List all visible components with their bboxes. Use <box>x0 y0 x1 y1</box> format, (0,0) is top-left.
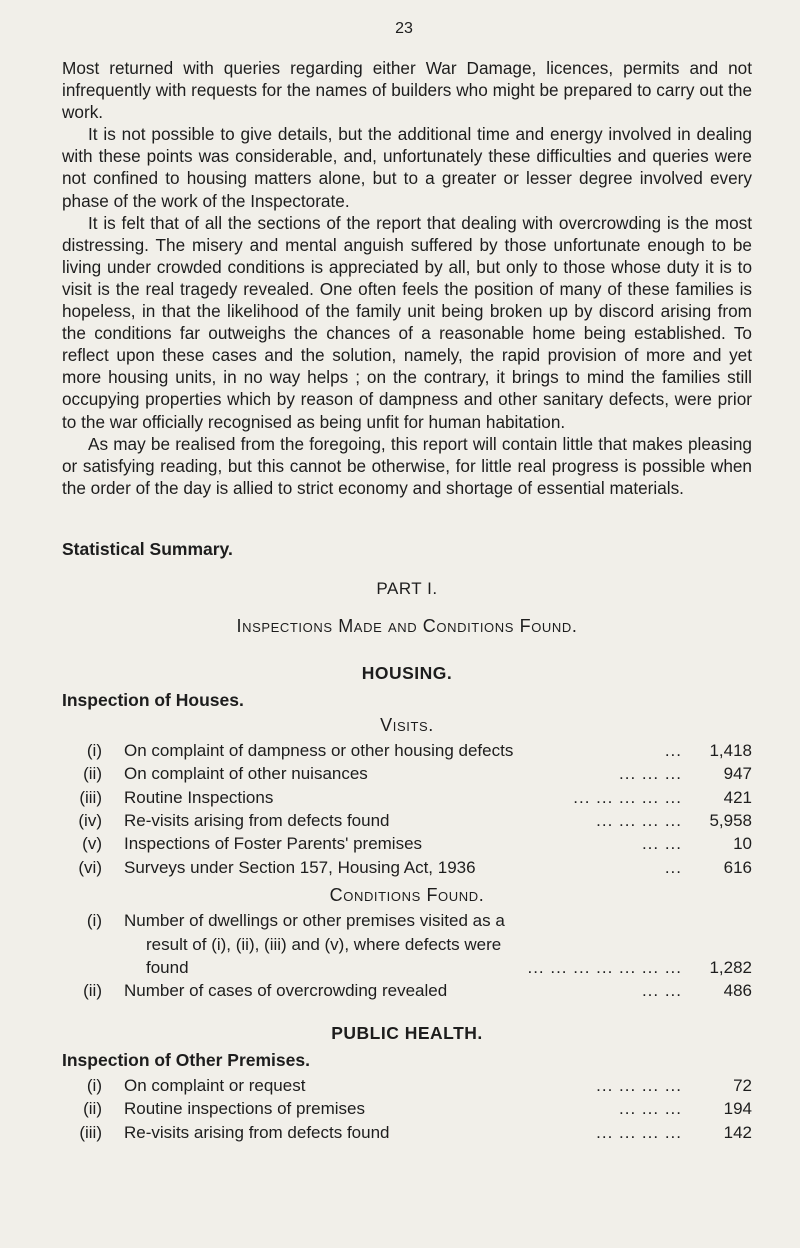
visits-heading: Visits. <box>380 714 434 735</box>
item-number: (i) <box>86 740 102 760</box>
housing-title: HOUSING. <box>361 662 453 683</box>
leader-dots: ... ... ... ... ... ... ... <box>527 958 682 978</box>
item-label-line: Number of dwellings or other premises visited as a <box>124 911 505 931</box>
item-label-line: found <box>146 958 189 978</box>
item-number: (vi) <box>78 857 102 877</box>
item-label: Number of cases of overcrowding revealed <box>124 981 448 1001</box>
item-number: (ii) <box>83 1099 102 1119</box>
document-page <box>62 0 752 1144</box>
leader-dots: ... <box>664 740 682 760</box>
item-value: 5,958 <box>709 811 752 831</box>
leader-dots: ... ... ... ... ... <box>573 787 682 807</box>
conditions-found-heading: Conditions Found. <box>329 885 485 906</box>
visits-list <box>62 739 752 879</box>
item-number: (iii) <box>79 787 102 807</box>
list-item <box>62 832 752 855</box>
item-number: (v) <box>82 834 102 854</box>
conditions-list <box>62 909 752 1003</box>
list-item <box>62 856 752 879</box>
list-item <box>62 979 752 1002</box>
item-value: 1,418 <box>709 740 752 760</box>
leader-dots: ... ... ... <box>619 764 682 784</box>
leader-dots: ... ... ... ... <box>596 1075 682 1095</box>
leader-dots: ... ... <box>641 981 682 1001</box>
list-item <box>62 909 752 979</box>
item-number: (i) <box>86 1075 102 1095</box>
list-item <box>62 1097 752 1120</box>
item-number: (i) <box>86 911 102 931</box>
item-value: 142 <box>723 1122 752 1142</box>
item-label: Surveys under Section 157, Housing Act, 1936 <box>124 857 476 877</box>
item-value: 1,282 <box>709 958 752 978</box>
part-subtitle: Inspections Made and Conditions Found. <box>236 615 578 636</box>
inspection-of-houses-heading: Inspection of Houses. <box>62 689 244 710</box>
leader-dots: ... ... ... <box>619 1099 682 1119</box>
item-value: 486 <box>723 981 752 1001</box>
leader-dots: ... ... <box>641 834 682 854</box>
list-item <box>62 1074 752 1097</box>
paragraph-1: Most returned with queries regarding either War Damage, licences, permits and not infrequently with requests for the names of builders who might be prepared to carry out the work. <box>62 58 752 123</box>
page-number: 23 <box>395 20 413 37</box>
item-label: Routine Inspections <box>124 787 274 807</box>
item-value: 616 <box>723 857 752 877</box>
item-label: On complaint or request <box>124 1075 306 1095</box>
item-label: On complaint of dampness or other housing defects <box>124 740 514 760</box>
paragraph-3: It is felt that of all the sections of the report that dealing with overcrowding is the most distressing. The misery and mental anguish suffered by those unfortunate enough to be living under crowded conditions is appreciated by all, but only to those whose duty it is to visit is the real tragedy revealed. One often feels the position of many of these families is hopeless, in that the likelihood of the family unit being broken up by discord arising from the conditions far outweighs the chances of a reasonable home being established. To reflect upon these cases and the solution, namely, the rapid provision of more and yet more housing units, in no way helps ; on the contrary, it brings to mind the families still occupying properties which by reason of dampness and other sanitary defects, were prior to the war officially recognised as being unfit for human habitation. <box>62 212 752 432</box>
item-value: 947 <box>723 764 752 784</box>
item-number: (iv) <box>78 811 102 831</box>
item-label: Re-visits arising from defects found <box>124 1122 390 1142</box>
leader-dots: ... ... ... ... <box>596 1122 682 1142</box>
list-item <box>62 762 752 785</box>
item-number: (iii) <box>79 1122 102 1142</box>
item-number: (ii) <box>83 764 102 784</box>
leader-dots: ... ... ... ... <box>596 811 682 831</box>
list-item <box>62 739 752 762</box>
inspection-of-other-premises-heading: Inspection of Other Premises. <box>62 1049 310 1070</box>
item-value: 421 <box>723 787 752 807</box>
statistical-summary-heading: Statistical Summary. <box>62 538 233 559</box>
public-health-title: PUBLIC HEALTH. <box>331 1022 483 1043</box>
leader-dots: ... <box>664 857 682 877</box>
item-value: 72 <box>733 1075 752 1095</box>
paragraph-2: It is not possible to give details, but the additional time and energy involved in dealing with these points was considerable, and, unfortunately these difficulties and queries were not confined to housing matters alone, but to a greater or lesser degree involved every phase of the work of the Inspectorate. <box>62 124 752 211</box>
list-item <box>62 786 752 809</box>
other-premises-list <box>62 1074 752 1144</box>
item-label: Routine inspections of premises <box>124 1099 365 1119</box>
item-value: 10 <box>733 834 752 854</box>
item-label: On complaint of other nuisances <box>124 764 368 784</box>
paragraph-4: As may be realised from the foregoing, this report will contain little that makes pleasing or satisfying reading, but this cannot be otherwise, for little real progress is possible when the order of the day is allied to strict economy and shortage of essential materials. <box>62 433 752 498</box>
item-number: (ii) <box>83 981 102 1001</box>
item-label-line: result of (i), (ii), (iii) and (v), where defects were <box>146 934 502 954</box>
item-label: Re-visits arising from defects found <box>124 811 390 831</box>
list-item <box>62 1121 752 1144</box>
list-item <box>62 809 752 832</box>
item-value: 194 <box>723 1099 752 1119</box>
part-heading: PART I. <box>376 578 438 598</box>
item-label: Inspections of Foster Parents' premises <box>124 834 423 854</box>
